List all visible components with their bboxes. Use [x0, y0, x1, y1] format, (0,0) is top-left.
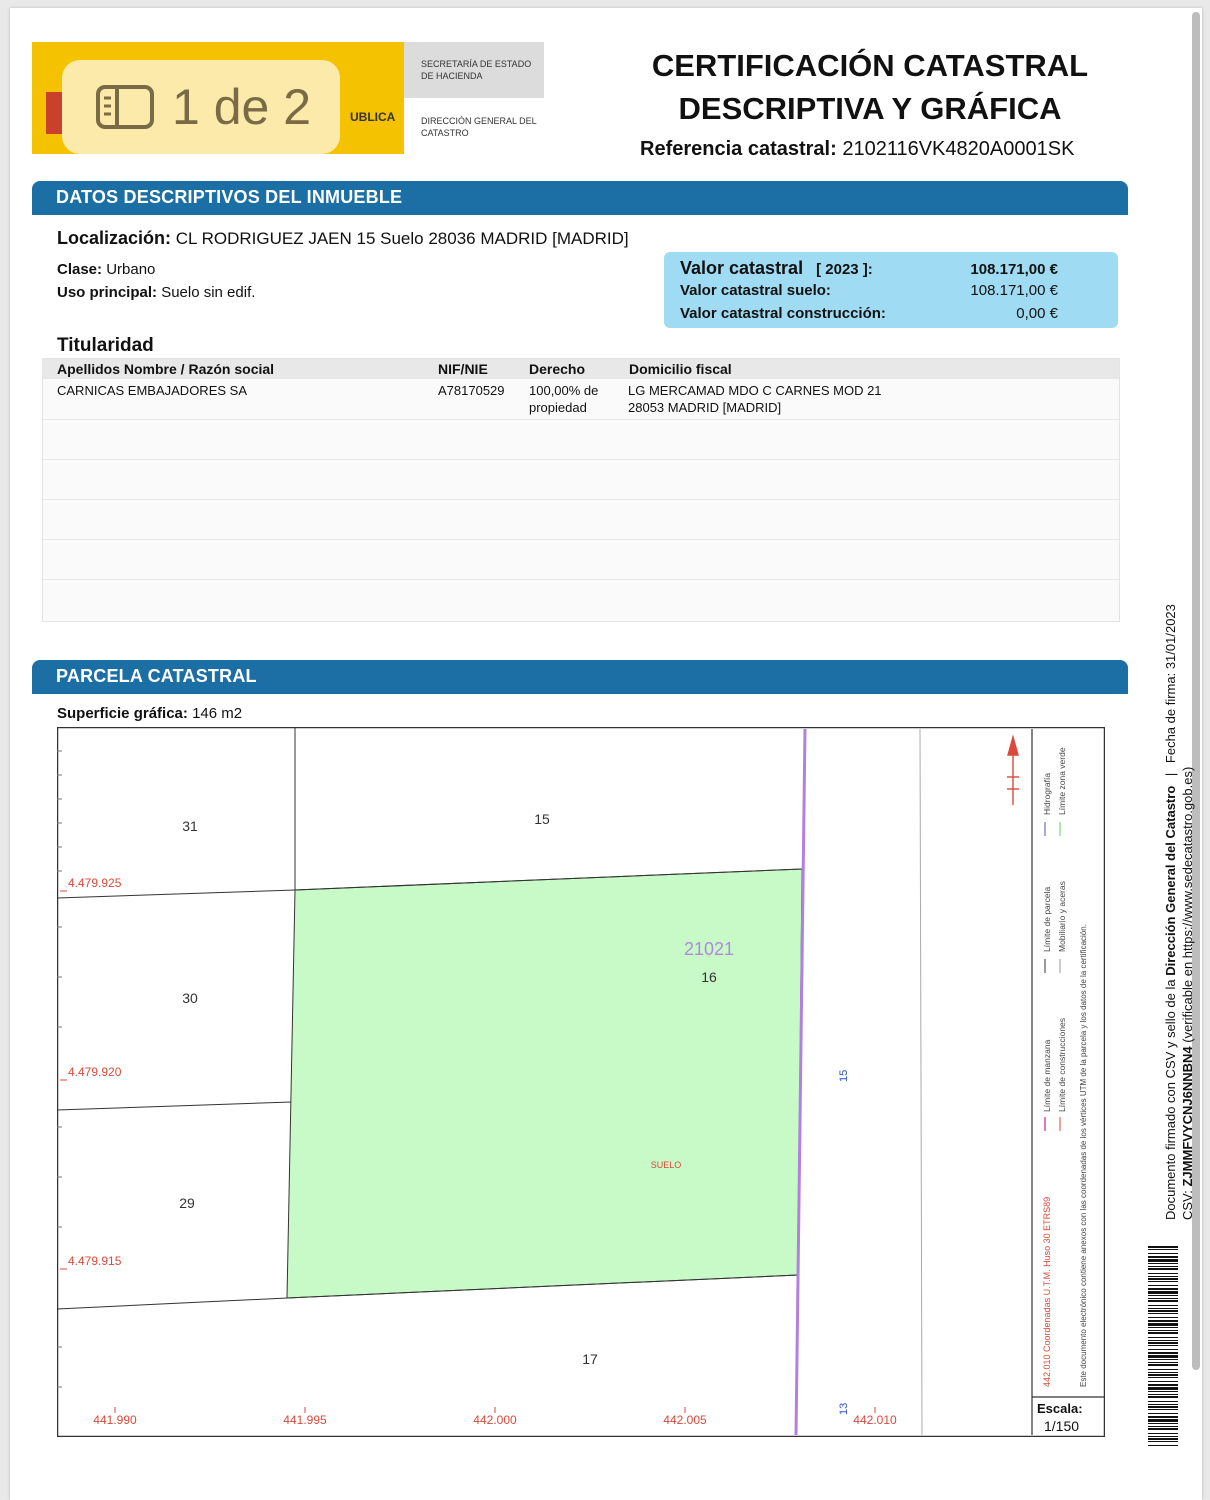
parcel-number-15: 15 — [534, 811, 550, 827]
constr-label: Valor catastral construcción: — [680, 305, 886, 322]
legend-hidrografia: Hidrografía — [1042, 772, 1052, 815]
table-header-row — [43, 359, 1119, 379]
suelo-label: Valor catastral suelo: — [680, 282, 831, 299]
valor-construccion-row — [680, 305, 1058, 322]
th-domicilio: Domicilio fiscal — [629, 361, 732, 377]
td-nif: A78170529 — [438, 383, 505, 398]
constr-value: 0,00 € — [1016, 305, 1058, 322]
th-derecho: Derecho — [529, 361, 586, 377]
superficie-grafica — [57, 705, 242, 722]
side-csv: ZJMMFVYCNJ6NNBN4 — [1180, 1046, 1195, 1187]
signature-side-text — [1162, 604, 1196, 1220]
x-coord-label: 442.000 — [473, 1413, 517, 1427]
valor-value: 108.171,00 € — [970, 261, 1058, 278]
valor-suelo-row — [680, 282, 1058, 299]
referencia-catastral — [640, 138, 1074, 161]
escala-label: Escala: — [1037, 1401, 1083, 1416]
page-indicator[interactable] — [62, 60, 340, 154]
legend-parcela: Límite de parcela — [1042, 886, 1052, 952]
side-csv-label: CSV: — [1180, 1190, 1195, 1220]
valor-year: [ 2023 ]: — [816, 261, 873, 278]
ref-label: Referencia catastral: — [640, 138, 837, 160]
barcode — [1148, 1246, 1178, 1448]
suelo-value: 108.171,00 € — [970, 282, 1058, 299]
th-nif: NIF/NIE — [438, 361, 488, 377]
suelo-label: SUELO — [650, 1160, 682, 1170]
table-row-divider — [43, 499, 1119, 500]
valor-total-row — [680, 258, 1058, 279]
datos-section-header — [32, 181, 1128, 211]
side-line-2 — [1179, 604, 1196, 1220]
table-row-divider — [43, 579, 1119, 580]
loc-value: CL RODRIGUEZ JAEN 15 Suelo 28036 MADRID [MADRID] — [175, 229, 629, 248]
clase-label: Clase: — [57, 261, 103, 278]
td-nombre: CARNICAS EMBAJADORES SA — [57, 383, 247, 398]
legend-zona-verde: Límite zona verde — [1057, 747, 1067, 815]
title-line-2: DESCRIPTIVA Y GRÁFICA — [678, 91, 1062, 126]
side-verif: (verificable en https://www.sedecatastro.gob.es) — [1180, 766, 1195, 1043]
parcela-section-underline — [32, 690, 1128, 694]
derecho-line-1: 100,00% de — [529, 383, 599, 398]
td-derecho — [529, 382, 598, 416]
table-row-divider — [43, 459, 1119, 460]
side-sep: | — [1163, 772, 1178, 777]
annex-note: Este documento electrónico contiene anexos con las coordenadas de los vértices UTM de la parcela y los datos de la certificación. — [1079, 924, 1088, 1387]
parcel-number-16: 16 — [701, 969, 717, 985]
side-dgc: Dirección General del Catastro — [1163, 785, 1178, 976]
manzana-number: 21021 — [683, 939, 735, 959]
titularidad-heading: Titularidad — [57, 335, 154, 356]
street-number-15: 15 — [838, 1069, 850, 1082]
y-coord-label: 4.479.915 — [68, 1254, 122, 1268]
sup-label: Superficie gráfica: — [57, 705, 188, 722]
sup-value: 146 m2 — [192, 705, 243, 722]
x-coord-label: 441.990 — [93, 1413, 137, 1427]
clase-value: Urbano — [106, 261, 156, 278]
legend-mobiliario: Mobiliario y aceras — [1057, 881, 1067, 952]
th-nombre: Apellidos Nombre / Razón social — [57, 361, 275, 377]
side-line-1 — [1162, 604, 1179, 1220]
highlighted-parcel — [287, 869, 802, 1298]
legend-manzana: Límite de manzana — [1042, 1039, 1052, 1112]
parcel-number-30: 30 — [182, 990, 198, 1006]
uso-label: Uso principal: — [57, 284, 158, 301]
derecho-line-2: propiedad — [529, 400, 587, 415]
coat-of-arms — [46, 92, 62, 134]
street-number-13: 13 — [838, 1402, 850, 1415]
parcela-section-header — [32, 660, 1128, 690]
logo-text: UBLICA — [350, 110, 396, 124]
y-coord-label: 4.479.920 — [68, 1065, 122, 1079]
domicilio-line-2: 28053 MADRID [MADRID] — [628, 400, 782, 415]
uso-value: Suelo sin edif. — [161, 284, 256, 301]
page-indicator-text: 1 de 2 — [172, 79, 312, 135]
side-prefix: Documento firmado con CSV y sello de la — [1163, 979, 1178, 1220]
valor-label: Valor catastral — [680, 258, 804, 278]
side-fecha: Fecha de firma: 31/01/2023 — [1163, 604, 1178, 764]
x-coord-label: 442.005 — [663, 1413, 707, 1427]
x-coord-label: 442.010 — [853, 1413, 897, 1427]
cadastral-map — [57, 727, 1105, 1437]
document-title — [640, 44, 1100, 130]
parcel-number-31: 31 — [182, 818, 198, 834]
x-coord-label: 441.995 — [283, 1413, 327, 1427]
direccion-text: DIRECCIÓN GENERAL DEL CATASTRO — [421, 116, 537, 138]
clase — [57, 261, 155, 278]
coords-note: 442.010 Coordenadas U.T.M. Huso 30 ETRS89 — [1042, 1196, 1052, 1387]
parcel-number-29: 29 — [179, 1195, 195, 1211]
parcela-section-title: PARCELA CATASTRAL — [56, 666, 257, 686]
y-coord-label: 4.479.925 — [68, 876, 122, 890]
datos-section-underline — [32, 211, 1128, 215]
secretaria-text: SECRETARÍA DE ESTADO DE HACIENDA — [421, 59, 532, 81]
legend-construcciones: Límite de construcciones — [1057, 1017, 1067, 1112]
localizacion — [57, 228, 629, 249]
td-domicilio — [628, 382, 882, 416]
escala-value: 1/150 — [1044, 1418, 1080, 1434]
valor-catastral-box — [664, 252, 1118, 328]
titularidad-table — [42, 358, 1120, 622]
loc-label: Localización: — [57, 228, 172, 248]
title-line-1: CERTIFICACIÓN CATASTRAL — [651, 48, 1089, 83]
parcel-number-17: 17 — [582, 1351, 598, 1367]
datos-section-title: DATOS DESCRIPTIVOS DEL INMUEBLE — [56, 187, 403, 207]
table-row-divider — [43, 539, 1119, 540]
table-row-divider — [43, 419, 1119, 420]
sidebar-icon — [96, 85, 154, 129]
domicilio-line-1: LG MERCAMAD MDO C CARNES MOD 21 — [628, 383, 882, 398]
ref-value: 2102116VK4820A0001SK — [842, 138, 1075, 160]
uso-principal — [57, 284, 255, 301]
